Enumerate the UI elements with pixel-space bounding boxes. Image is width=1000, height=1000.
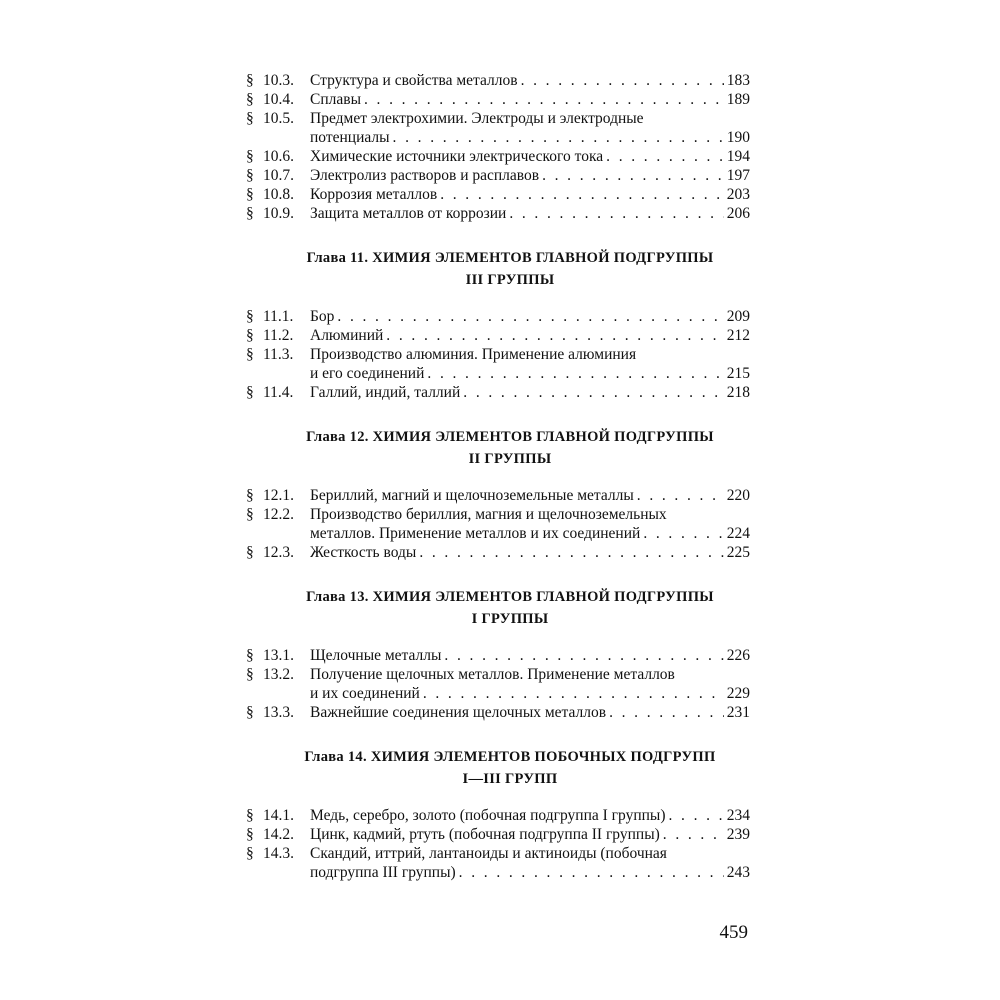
section-symbol: § <box>246 666 254 683</box>
section-number: 10.4. <box>263 91 294 108</box>
toc-entry <box>246 646 750 665</box>
toc-entry <box>246 665 750 703</box>
entry-body <box>310 646 750 665</box>
dot-leader <box>423 684 724 703</box>
page-number: 459 <box>719 922 748 943</box>
entry-page: 203 <box>726 186 750 203</box>
entry-title: Бериллий, магний и щелочноземельные металлы <box>310 487 634 504</box>
entry-body <box>310 665 750 703</box>
entry-page: 225 <box>726 544 750 561</box>
entry-line <box>310 71 750 90</box>
entry-line <box>310 543 750 562</box>
entry-body <box>310 543 750 562</box>
entry-title: Получение щелочных металлов. Применение металлов <box>310 666 675 683</box>
entry-line <box>310 524 750 543</box>
entry-title: Коррозия металлов <box>310 186 438 203</box>
section-number: 11.2. <box>263 327 294 344</box>
section-symbol: § <box>246 167 254 184</box>
entry-page: 189 <box>726 91 750 108</box>
entry-title: Цинк, кадмий, ртуть (побочная подгруппа II группы) <box>310 826 660 843</box>
entry-title: Алюминий <box>310 327 384 344</box>
entry-title: и его соединений <box>310 365 425 382</box>
chapter-heading-line: Глава 13. ХИМИЯ ЭЛЕМЕНТОВ ГЛАВНОЙ ПОДГРУППЫ <box>306 589 714 605</box>
toc-entry <box>246 147 750 166</box>
entry-title: Производство алюминия. Применение алюминия <box>310 346 637 363</box>
section-number: 12.3. <box>263 544 294 561</box>
entry-line <box>310 505 750 524</box>
section-number: 12.1. <box>263 487 294 504</box>
entry-title: Структура и свойства металлов <box>310 72 518 89</box>
entry-body <box>310 147 750 166</box>
toc-entry <box>246 345 750 383</box>
entry-line <box>310 383 750 402</box>
spacer <box>246 402 750 426</box>
entry-line <box>310 204 750 223</box>
dot-leader <box>606 147 724 166</box>
dot-leader <box>542 166 724 185</box>
entry-line <box>310 844 750 863</box>
section-number: 14.2. <box>263 826 294 843</box>
section-symbol: § <box>246 186 254 203</box>
dot-leader <box>521 71 724 90</box>
section-number: 10.5. <box>263 110 294 127</box>
entry-body <box>310 307 750 326</box>
entry-line <box>310 364 750 383</box>
section-number: 10.8. <box>263 186 294 203</box>
chapter-heading-line: I ГРУППЫ <box>471 611 549 627</box>
section-symbol: § <box>246 110 254 127</box>
entry-body <box>310 185 750 204</box>
entry-body <box>310 326 750 345</box>
section-number: 10.6. <box>263 148 294 165</box>
entry-title: и их соединений <box>310 685 420 702</box>
section-symbol: § <box>246 487 254 504</box>
entry-title: Щелочные металлы <box>310 647 442 664</box>
chapter-heading-line: Глава 12. ХИМИЯ ЭЛЕМЕНТОВ ГЛАВНОЙ ПОДГРУППЫ <box>306 429 714 445</box>
entry-body <box>310 806 750 825</box>
entry-page: 209 <box>726 308 750 325</box>
entry-page: 239 <box>726 826 750 843</box>
entry-line <box>310 646 750 665</box>
toc-entry <box>246 71 750 90</box>
section-symbol: § <box>246 308 254 325</box>
entry-title: подгруппа III группы) <box>310 864 456 881</box>
section-number: 10.7. <box>263 167 294 184</box>
section-symbol: § <box>246 72 254 89</box>
entry-page: 212 <box>726 327 750 344</box>
entry-body <box>310 71 750 90</box>
section-number: 14.1. <box>263 807 294 824</box>
dot-leader <box>663 825 724 844</box>
chapter-heading-line: II ГРУППЫ <box>468 451 552 467</box>
toc-entry <box>246 703 750 722</box>
entry-line <box>310 806 750 825</box>
toc-entry <box>246 307 750 326</box>
chapter-heading-line: Глава 14. ХИМИЯ ЭЛЕМЕНТОВ ПОБОЧНЫХ ПОДГРУПП <box>304 749 716 765</box>
entry-page: 190 <box>726 129 750 146</box>
section-symbol: § <box>246 506 254 523</box>
section-symbol: § <box>246 346 254 363</box>
entry-page: 229 <box>726 685 750 702</box>
entry-title: Галлий, индий, таллий <box>310 384 461 401</box>
entry-body <box>310 825 750 844</box>
toc-entry <box>246 326 750 345</box>
toc-entry <box>246 825 750 844</box>
entry-line <box>310 684 750 703</box>
entry-page: 243 <box>726 864 750 881</box>
section-number: 11.3. <box>263 346 294 363</box>
chapter-heading-line: III ГРУППЫ <box>465 272 555 288</box>
section-number: 13.3. <box>263 704 294 721</box>
dot-leader <box>427 364 723 383</box>
dot-leader <box>440 185 724 204</box>
entry-line <box>310 90 750 109</box>
entry-title: Электролиз растворов и расплавов <box>310 167 540 184</box>
entry-line <box>310 128 750 147</box>
entry-title: Предмет электрохимии. Электроды и электродные <box>310 110 644 127</box>
entry-body <box>310 505 750 543</box>
section-symbol: § <box>246 91 254 108</box>
entry-title: Производство бериллия, магния и щелочноземельных <box>310 506 667 523</box>
entry-body <box>310 703 750 722</box>
dot-leader <box>444 646 723 665</box>
section-symbol: § <box>246 704 254 721</box>
section-number: 13.1. <box>263 647 294 664</box>
section-symbol: § <box>246 384 254 401</box>
dot-leader <box>364 90 724 109</box>
dot-leader <box>668 806 723 825</box>
toc-entry <box>246 109 750 147</box>
section-symbol: § <box>246 807 254 824</box>
section-symbol: § <box>246 826 254 843</box>
section-number: 12.2. <box>263 506 294 523</box>
toc-entry <box>246 166 750 185</box>
toc-entry <box>246 383 750 402</box>
section-number: 10.3. <box>263 72 294 89</box>
entry-body <box>310 90 750 109</box>
entry-title: Медь, серебро, золото (побочная подгруппа I группы) <box>310 807 666 824</box>
entry-line <box>310 863 750 882</box>
entry-body <box>310 486 750 505</box>
section-symbol: § <box>246 544 254 561</box>
entry-body <box>310 383 750 402</box>
spacer <box>246 790 750 806</box>
entry-body <box>310 204 750 223</box>
entry-line <box>310 825 750 844</box>
entry-title: Защита металлов от коррозии <box>310 205 507 222</box>
entry-page: 231 <box>726 704 750 721</box>
entry-title: металлов. Применение металлов и их соединений <box>310 525 641 542</box>
entry-title: Химические источники электрического тока <box>310 148 604 165</box>
entry-title: Скандий, иттрий, лантаноиды и актиноиды (побочная <box>310 845 667 862</box>
dot-leader <box>637 486 724 505</box>
section-symbol: § <box>246 647 254 664</box>
section-symbol: § <box>246 327 254 344</box>
chapter-heading <box>246 746 750 790</box>
dot-leader <box>337 307 723 326</box>
entry-page: 183 <box>726 72 750 89</box>
spacer <box>246 223 750 247</box>
entry-line <box>310 665 750 684</box>
entry-body <box>310 844 750 882</box>
dot-leader <box>609 703 724 722</box>
entry-page: 226 <box>726 647 750 664</box>
chapter-heading-line: Глава 11. ХИМИЯ ЭЛЕМЕНТОВ ГЛАВНОЙ ПОДГРУППЫ <box>306 250 714 266</box>
toc-entry <box>246 185 750 204</box>
section-number: 11.1. <box>263 308 294 325</box>
entry-line <box>310 185 750 204</box>
section-number: 13.2. <box>263 666 294 683</box>
section-symbol: § <box>246 845 254 862</box>
entry-title: Бор <box>310 308 335 325</box>
entry-title: Жесткость воды <box>310 544 417 561</box>
entry-page: 197 <box>726 167 750 184</box>
section-symbol: § <box>246 148 254 165</box>
toc-entry <box>246 204 750 223</box>
dot-leader <box>509 204 723 223</box>
toc-entry <box>246 806 750 825</box>
chapter-heading <box>246 586 750 630</box>
entry-page: 215 <box>726 365 750 382</box>
entry-body <box>310 109 750 147</box>
entry-line <box>310 307 750 326</box>
entry-line <box>310 703 750 722</box>
entry-line <box>310 486 750 505</box>
chapter-heading-line: I—III ГРУПП <box>462 771 558 787</box>
section-number: 14.3. <box>263 845 294 862</box>
entry-page: 218 <box>726 384 750 401</box>
toc-entry <box>246 505 750 543</box>
section-symbol: § <box>246 205 254 222</box>
spacer <box>246 722 750 746</box>
entry-line <box>310 326 750 345</box>
spacer <box>246 470 750 486</box>
toc-entry <box>246 844 750 882</box>
dot-leader <box>459 863 724 882</box>
dot-leader <box>419 543 723 562</box>
dot-leader <box>643 524 723 543</box>
entry-line <box>310 147 750 166</box>
dot-leader <box>393 128 724 147</box>
dot-leader <box>386 326 723 345</box>
entry-line <box>310 345 750 364</box>
chapter-heading <box>246 426 750 470</box>
toc-entry <box>246 486 750 505</box>
table-of-contents <box>246 71 750 882</box>
section-number: 11.4. <box>263 384 294 401</box>
entry-line <box>310 166 750 185</box>
entry-page: 224 <box>726 525 750 542</box>
entry-page: 206 <box>726 205 750 222</box>
entry-title: Сплавы <box>310 91 361 108</box>
entry-title: Важнейшие соединения щелочных металлов <box>310 704 607 721</box>
spacer <box>246 630 750 646</box>
section-number: 10.9. <box>263 205 294 222</box>
spacer <box>246 291 750 307</box>
chapter-heading <box>246 247 750 291</box>
entry-body <box>310 166 750 185</box>
entry-page: 220 <box>726 487 750 504</box>
entry-body <box>310 345 750 383</box>
toc-entry <box>246 543 750 562</box>
entry-page: 234 <box>726 807 750 824</box>
dot-leader <box>463 383 723 402</box>
entry-line <box>310 109 750 128</box>
entry-page: 194 <box>726 148 750 165</box>
spacer <box>246 562 750 586</box>
toc-entry <box>246 90 750 109</box>
entry-title: потенциалы <box>310 129 390 146</box>
